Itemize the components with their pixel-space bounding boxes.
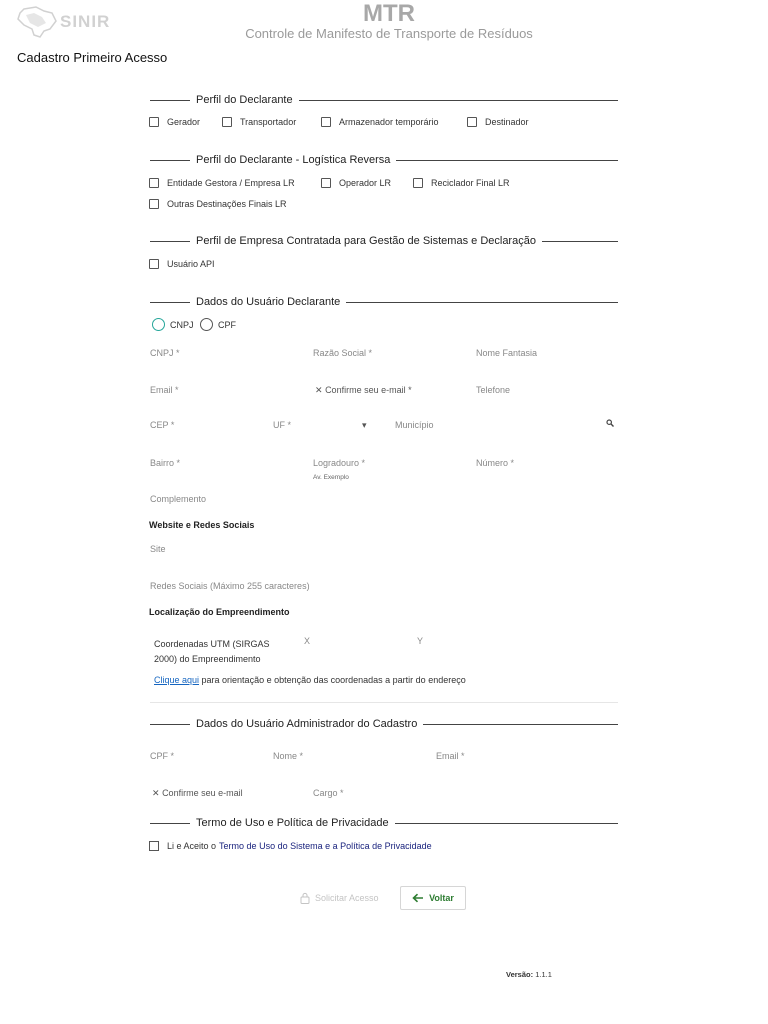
numero-field[interactable]: Número * [476, 458, 515, 468]
checkbox-box[interactable] [149, 259, 159, 269]
nome-fantasia-field[interactable]: Nome Fantasia [476, 348, 538, 358]
voltar-label: Voltar [429, 893, 454, 903]
checkbox-label: Armazenador temporário [339, 117, 439, 127]
confirm-email-label: Confirme seu e-mail * [325, 385, 412, 395]
section-logistica-reversa [150, 153, 618, 167]
version-value: 1.1.1 [535, 970, 552, 979]
utm-x-field[interactable]: X [304, 636, 311, 646]
checkbox-label: Reciclador Final LR [431, 178, 510, 188]
dropdown-arrow-icon[interactable]: ▾ [362, 420, 367, 430]
admin-cargo-field[interactable]: Cargo * [313, 788, 344, 798]
coordinates-help-text: para orientação e obtenção das coordenadas a partir do endereço [199, 675, 466, 685]
checkbox-transportador[interactable] [222, 117, 296, 127]
site-field[interactable]: Site [150, 544, 166, 554]
radio-dot[interactable] [200, 318, 213, 331]
checkbox-armazenador[interactable] [321, 117, 439, 127]
checkbox-label: Usuário API [167, 259, 215, 269]
redes-sociais-field[interactable]: Redes Sociais (Máximo 255 caracteres) [150, 581, 310, 591]
admin-email-field[interactable]: Email * [436, 751, 465, 761]
app-subtitle: Controle de Manifesto de Transporte de Resíduos [245, 26, 533, 41]
section-usuario-declarante [150, 295, 618, 309]
logo-text: SINIR [60, 12, 111, 31]
checkbox-box[interactable] [149, 199, 159, 209]
checkbox-box[interactable] [321, 117, 331, 127]
razao-social-field[interactable]: Razão Social * [313, 348, 373, 358]
checkbox-box[interactable] [321, 178, 331, 188]
radio-cnpj[interactable] [152, 318, 194, 331]
complemento-field[interactable]: Complemento [150, 494, 207, 504]
utm-label: Coordenadas UTM (SIRGAS 2000) do Empreendimento [154, 639, 270, 664]
page-title: Cadastro Primeiro Acesso [17, 50, 168, 65]
solicitar-acesso-label: Solicitar Acesso [315, 893, 379, 903]
radio-dot[interactable] [152, 318, 165, 331]
checkbox-box[interactable] [149, 841, 159, 851]
cnpj-field[interactable]: CNPJ * [150, 348, 180, 358]
section-title: Perfil do Declarante - Logística Reversa [190, 153, 396, 167]
checkbox-reciclador-lr[interactable] [413, 178, 510, 188]
divider [150, 702, 618, 703]
logradouro-hint: Av. Exemplo [313, 474, 349, 481]
terms-link[interactable]: Termo de Uso do Sistema e a Política de Privacidade [219, 841, 432, 851]
checkbox-label: Destinador [485, 117, 529, 127]
section-perfil-declarante [150, 93, 618, 107]
section-title: Dados do Usuário Administrador do Cadastro [190, 717, 423, 731]
checkbox-label: Entidade Gestora / Empresa LR [167, 178, 295, 188]
radio-cpf[interactable] [200, 318, 236, 331]
admin-confirm-email-field[interactable] [152, 788, 243, 799]
lock-icon [300, 892, 310, 904]
coordinates-help [154, 675, 466, 685]
section-termo [150, 816, 618, 830]
radio-label: CNPJ [170, 319, 194, 330]
confirm-email-field[interactable] [315, 385, 412, 396]
checkbox-destinador[interactable] [467, 117, 529, 127]
section-empresa-contratada [150, 234, 618, 248]
checkbox-label: Transportador [240, 117, 297, 127]
utm-y-field[interactable]: Y [417, 636, 424, 646]
logradouro-field[interactable]: Logradouro * [313, 458, 366, 468]
uf-select[interactable]: UF * [273, 420, 291, 430]
checkbox-entidade-gestora[interactable] [149, 178, 295, 188]
admin-cpf-field[interactable]: CPF * [150, 751, 175, 761]
checkbox-label: Operador LR [339, 178, 392, 188]
app-title: MTR [363, 0, 415, 27]
section-title: Perfil do Declarante [190, 93, 299, 107]
clear-icon[interactable]: ✕ [152, 788, 160, 798]
admin-nome-field[interactable]: Nome * [273, 751, 304, 761]
clear-icon[interactable]: ✕ [315, 385, 323, 395]
checkbox-outras-destinacoes[interactable] [149, 199, 287, 209]
checkbox-operador-lr[interactable] [321, 178, 391, 188]
website-heading: Website e Redes Sociais [149, 520, 255, 530]
section-title: Perfil de Empresa Contratada para Gestão de Sistemas e Declaração [190, 234, 542, 248]
checkbox-box[interactable] [149, 178, 159, 188]
version-info [506, 970, 552, 979]
checkbox-label: Gerador [167, 117, 201, 127]
arrow-left-icon [412, 893, 424, 903]
telefone-field[interactable]: Telefone [476, 385, 511, 395]
search-icon[interactable] [606, 419, 614, 429]
bairro-field[interactable]: Bairro * [150, 458, 181, 468]
terms-checkbox[interactable] [149, 841, 432, 851]
checkbox-box[interactable] [413, 178, 423, 188]
localizacao-heading: Localização do Empreendimento [149, 607, 290, 617]
section-title: Dados do Usuário Declarante [190, 295, 346, 309]
checkbox-box[interactable] [467, 117, 477, 127]
checkbox-box[interactable] [222, 117, 232, 127]
email-field[interactable]: Email * [150, 385, 179, 395]
terms-prefix: Li e Aceito o [167, 841, 217, 851]
version-label: Versão: [506, 970, 534, 979]
voltar-button[interactable] [400, 886, 466, 910]
radio-label: CPF [218, 319, 236, 330]
checkbox-box[interactable] [149, 117, 159, 127]
admin-confirm-email-label: Confirme seu e-mail [162, 788, 243, 798]
municipio-field[interactable]: Município [395, 420, 434, 430]
clique-aqui-link[interactable]: Clique aqui [154, 675, 200, 685]
checkbox-usuario-api[interactable] [149, 259, 215, 269]
checkbox-label: Outras Destinações Finais LR [167, 199, 287, 209]
solicitar-acesso-button[interactable] [300, 887, 379, 909]
checkbox-gerador[interactable] [149, 117, 200, 127]
section-title: Termo de Uso e Política de Privacidade [190, 816, 395, 830]
section-usuario-admin [150, 717, 618, 731]
cep-field[interactable]: CEP * [150, 420, 175, 430]
